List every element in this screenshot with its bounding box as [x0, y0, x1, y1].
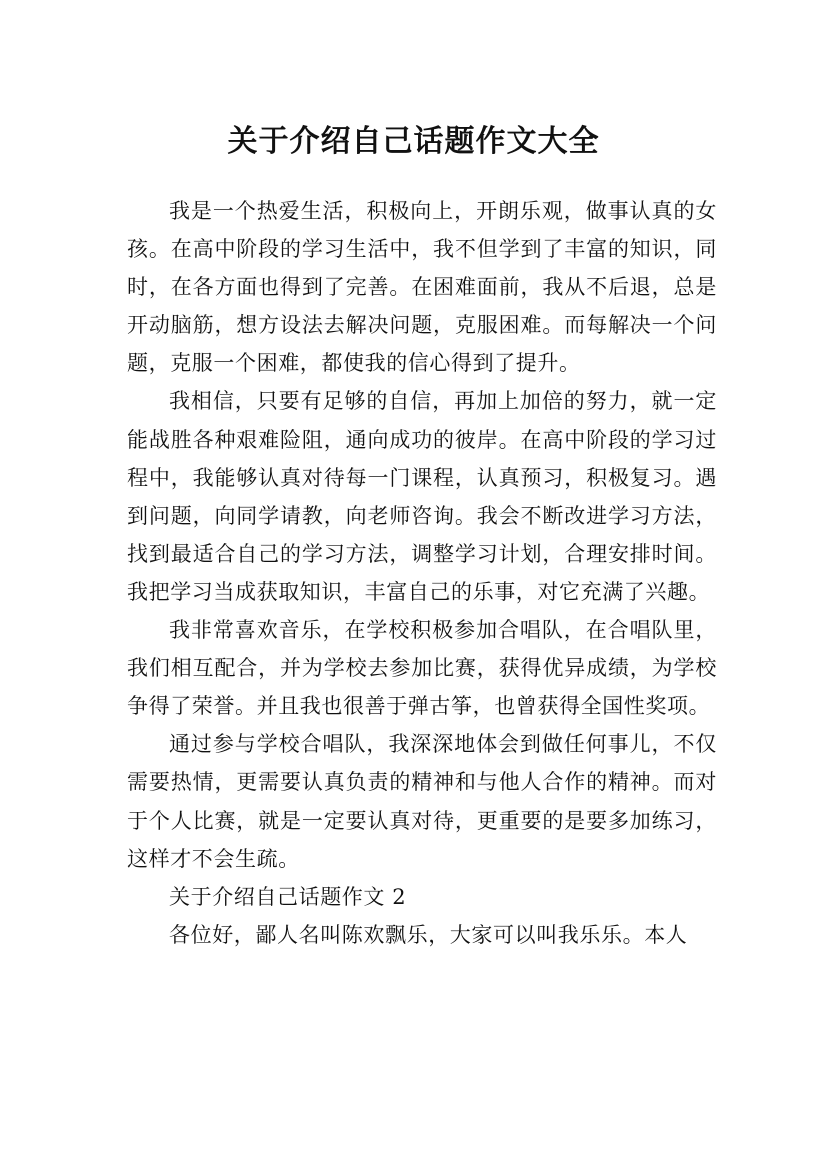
document-body — [127, 192, 717, 954]
paragraph-5: 各位好，鄙人名叫陈欢飘乐，大家可以叫我乐乐。本人 — [169, 922, 688, 947]
document-title: 关于介绍自己话题作文大全 — [227, 124, 600, 160]
paragraph-3: 我非常喜欢音乐，在学校积极参加合唱队，在合唱队里，我们相互配合，并为学校去参加比赛，获得优异成绩，为学校争得了荣誉。并且我也很善于弹古筝，也曾获得全国性奖项。 — [127, 618, 717, 719]
paragraph-1: 我是一个热爱生活，积极向上，开朗乐观，做事认真的女孩。在高中阶段的学习生活中，我不但学到了丰富的知识，同时，在各方面也得到了完善。在困难面前，我从不后退，总是开动脑筋，想方设法去解决问题，克服困难。而每解决一个问题，克服一个困难，都使我的信心得到了提升。 — [127, 199, 717, 376]
section-heading: 关于介绍自己话题作文 2 — [169, 884, 407, 909]
paragraph-4: 通过参与学校合唱队，我深深地体会到做任何事儿，不仅需要热情，更需要认真负责的精神和与他人合作的精神。而对于个人比赛，就是一定要认真对待，更重要的是要多加练习，这样才不会生疏。 — [127, 732, 717, 871]
paragraph-2: 我相信，只要有足够的自信，再加上加倍的努力，就一定能战胜各种艰难险阻，通向成功的彼岸。在高中阶段的学习过程中，我能够认真对待每一门课程，认真预习，积极复习。遇到问题，向同学请教，向老师咨询。我会不断改进学习方法，找到最适合自己的学习方法，调整学习计划，合理安排时间。我把学习当成获取知识，丰富自己的乐事，对它充满了兴趣。 — [127, 389, 717, 604]
